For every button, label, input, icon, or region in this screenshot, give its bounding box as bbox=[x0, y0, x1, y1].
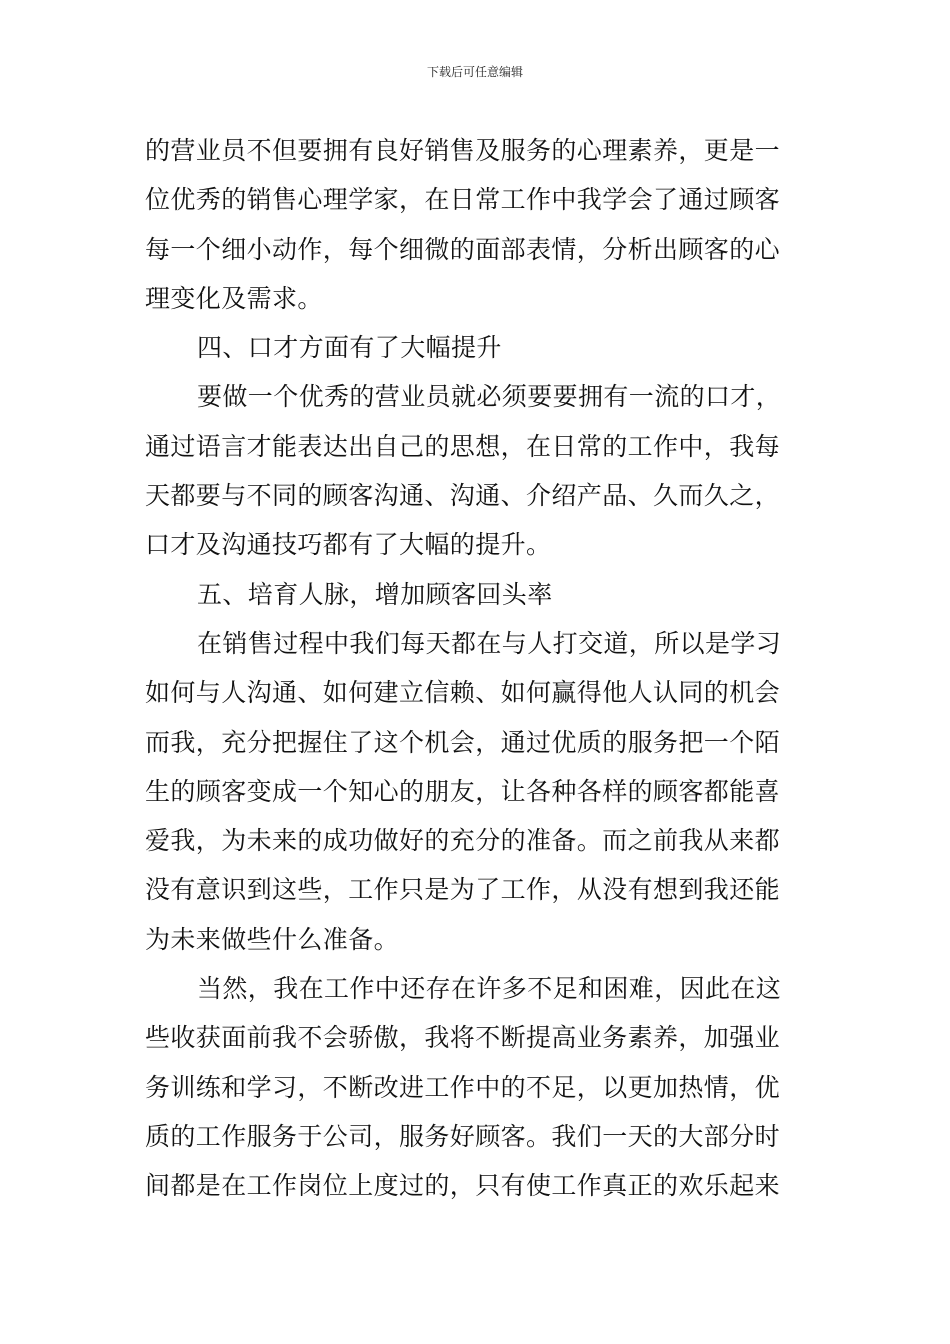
text-line: 通过语言才能表达出自己的思想，在日常的工作中，我每 bbox=[145, 431, 781, 461]
text-line: 要做一个优秀的营业员就必须要要拥有一流的口才， bbox=[197, 382, 782, 412]
text-line: 如何与人沟通、如何建立信赖、如何赢得他人认同的机会 bbox=[145, 678, 781, 708]
text-line: 爱我，为未来的成功做好的充分的准备。而之前我从来都 bbox=[145, 826, 781, 856]
text-line: 天都要与不同的顾客沟通、沟通、介绍产品、久而久之， bbox=[145, 481, 781, 511]
page-header: 下载后可任意编辑 bbox=[426, 65, 523, 79]
text-line: 间都是在工作岗位上度过的，只有使工作真正的欢乐起来 bbox=[145, 1171, 781, 1201]
text-line: 质的工作服务于公司，服务好顾客。我们一天的大部分时 bbox=[145, 1121, 781, 1151]
text-line: 每一个细小动作，每个细微的面部表情，分析出顾客的心 bbox=[145, 234, 781, 264]
text-line: 的营业员不但要拥有良好销售及服务的心理素养，更是一 bbox=[145, 136, 781, 165]
text-line: 在销售过程中我们每天都在与人打交道，所以是学习 bbox=[197, 628, 782, 658]
text-line: 口才及沟通技巧都有了大幅的提升。 bbox=[145, 530, 552, 560]
text-line: 位优秀的销售心理学家，在日常工作中我学会了通过顾客 bbox=[145, 185, 781, 215]
text-line: 为未来做些什么准备。 bbox=[145, 924, 400, 954]
section-heading: 四、口才方面有了大幅提升 bbox=[197, 333, 502, 363]
text-line: 没有意识到这些，工作只是为了工作，从没有想到我还能 bbox=[145, 875, 781, 905]
text-line: 当然，我在工作中还存在许多不足和困难，因此在这 bbox=[197, 974, 782, 1004]
text-line: 务训练和学习，不断改进工作中的不足，以更加热情，优 bbox=[145, 1072, 781, 1102]
text-line: 些收获面前我不会骄傲，我将不断提高业务素养，加强业 bbox=[145, 1023, 781, 1053]
text-line: 而我，充分把握住了这个机会，通过优质的服务把一个陌 bbox=[145, 727, 781, 757]
text-line: 理变化及需求。 bbox=[145, 283, 323, 313]
text-line: 生的顾客变成一个知心的朋友，让各种各样的顾客都能喜 bbox=[145, 776, 781, 806]
document-body bbox=[145, 126, 807, 1211]
section-heading: 五、培育人脉，增加顾客回头率 bbox=[197, 579, 553, 609]
